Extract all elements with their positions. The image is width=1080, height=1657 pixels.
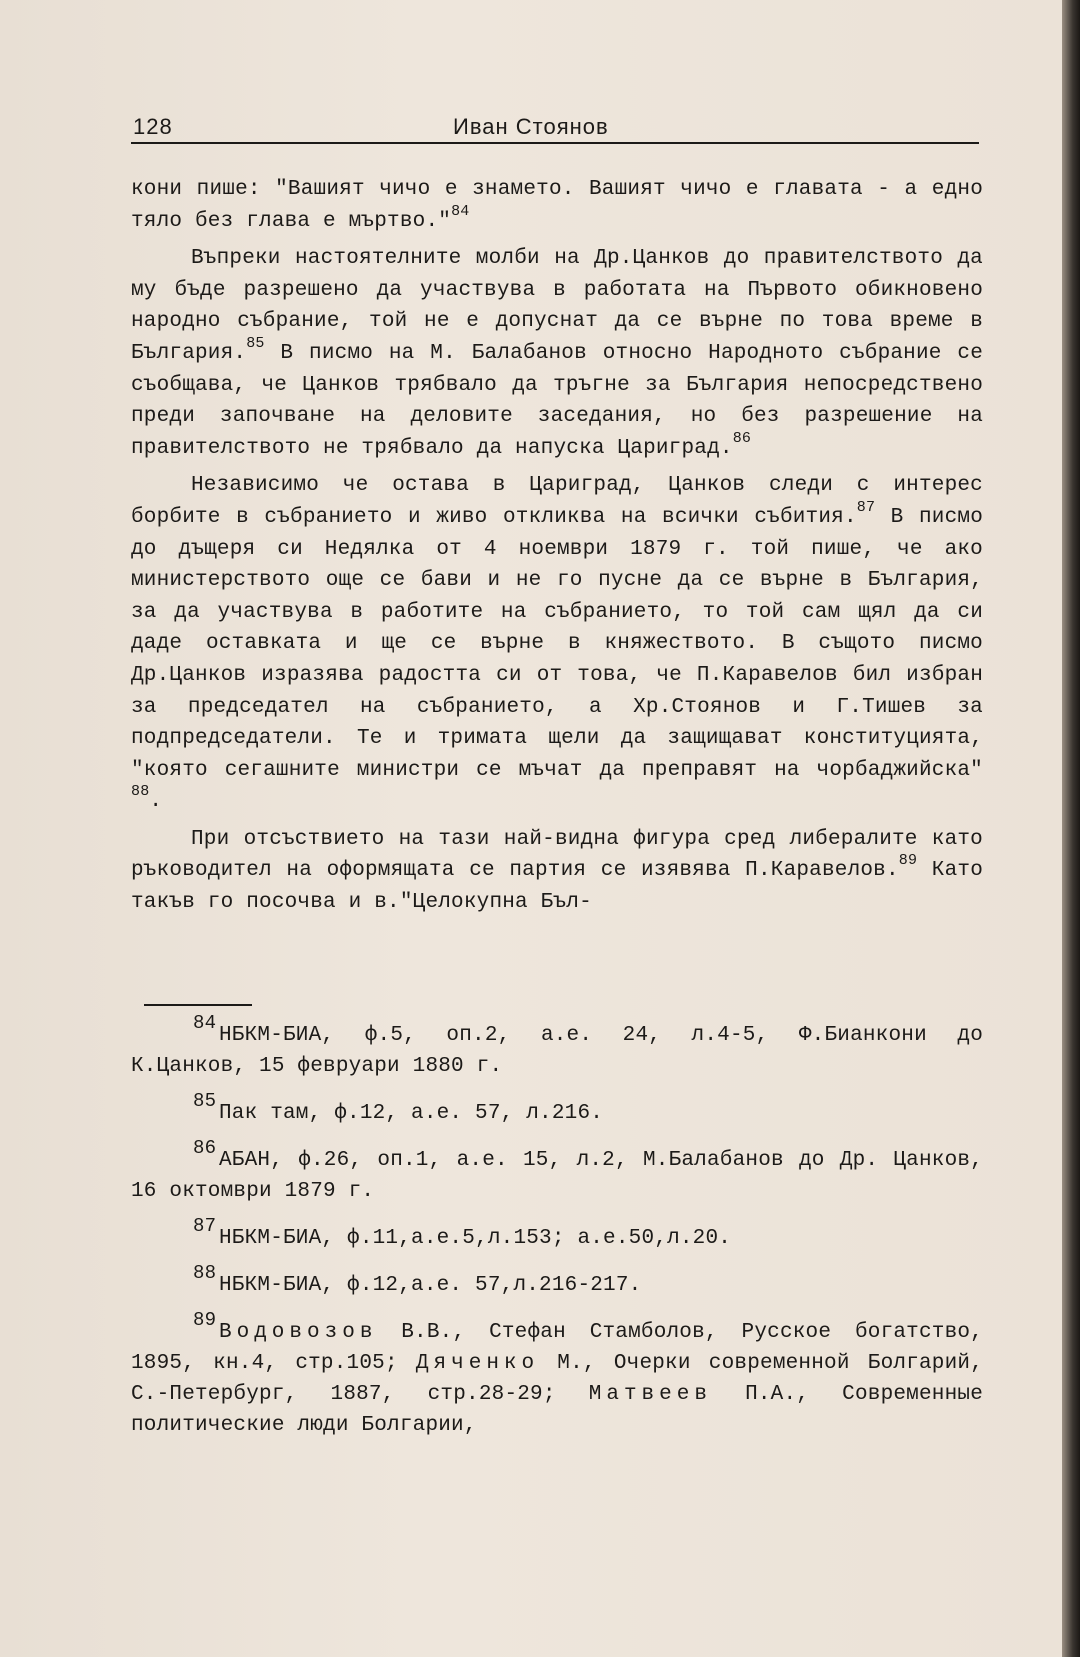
footnote-text: НБКМ-БИА, ф.5, оп.2, а.е. 24, л.4-5, Ф.Бианкони до К.Цанков, 15 февруари 1880 г.: [131, 1024, 983, 1078]
page-number: 128: [133, 114, 173, 139]
footnote-ref-88: 88: [131, 783, 150, 801]
paragraph-3: [131, 470, 983, 818]
footnotes: [131, 1012, 984, 1457]
footnote-text: АБАН, ф.26, оп.1, а.е. 15, л.2, М.Балабанов до Др. Цанков, 16 октомври 1879 г.: [131, 1149, 983, 1203]
paragraph-3-text-a: Независимо че остава в Цариград, Цанков следи с интерес борбите в събранието и живо откликва на всички събития.: [131, 474, 983, 529]
footnote-text: НБКМ-БИА, ф.11,а.е.5,л.153; а.е.50,л.20.: [219, 1227, 732, 1250]
footnote-text: НБКМ-БИА, ф.12,а.е. 57,л.216-217.: [219, 1274, 642, 1297]
paragraph-1-text: кони пише: "Вашият чичо е знамето. Вашият чичо е главата - а едно тяло без глава е мъртво.": [131, 178, 983, 233]
paragraph-3-text-b: В писмо до дъщеря си Недялка от 4 ноември 1879 г. той пише, че ако министерството още се бави и не го пусне да се върне в България, за да участвува в работите на събранието, то той сам щял да си даде оставката и ще се върне в княжеството. В същото писмо Др.Цанков изразява радостта си от това, че П.Каравелов бил избран за председател на събранието, а Хр.Стоянов и Г.Тишев за подпредседатели. Те и тримата щели да защищават конституцията, "която сегашните министри се мъчат да преправят на чорбаджийска": [131, 505, 983, 782]
running-title: Иван Стоянов: [453, 114, 609, 139]
footnote-88: [131, 1262, 983, 1301]
footnote-number: 84: [193, 1012, 217, 1034]
paragraph-2-text-a: Въпреки настоятелните молби на Др.Цанков до правителството да му бъде разрешено да участвува в работата на Първото обикновено народно събрание, той не е допуснат да се върне по това време в България.: [131, 247, 983, 365]
footnote-number: 89: [193, 1309, 217, 1331]
paragraph-2-text-b: В писмо на М. Балабанов относно Народното събрание се съобщава, че Цанков трябвало да тръгне за България непосредствено преди започване на деловите заседания, но без разрешение на правителството не трябвало да напуска Цариград.: [131, 341, 983, 460]
footnote-text: Пак там, ф.12, а.е. 57, л.216.: [219, 1102, 604, 1125]
footnote-author-2: Дяченко: [415, 1352, 540, 1375]
footnote-divider: [144, 1004, 252, 1006]
paragraph-4-text-b: Като такъв го посочва и в."Целокупна Бъл-: [131, 859, 983, 915]
main-text: [131, 174, 983, 919]
footnote-85: [131, 1090, 983, 1129]
paragraph-2: [131, 243, 983, 464]
footnote-ref-84: 84: [451, 202, 470, 220]
footnote-ref-89: 89: [898, 852, 918, 870]
footnote-86: [131, 1137, 983, 1207]
footnote-text-3: П.А., Современные политические люди Болгарии,: [131, 1383, 983, 1437]
footnote-number: 86: [193, 1137, 217, 1159]
footnote-ref-87: 87: [856, 498, 876, 516]
paragraph-3-end: .: [149, 790, 163, 814]
footnote-number: 85: [193, 1090, 217, 1112]
footnote-text-2: М., Очерки современной Болгарий, С.-Петербург, 1887, стр.28-29;: [131, 1352, 984, 1406]
footnote-number: 88: [193, 1262, 217, 1284]
running-header: [131, 112, 979, 144]
footnote-87: [131, 1215, 983, 1254]
footnote-author-3: Матвеев: [588, 1383, 712, 1406]
footnote-84: [131, 1012, 983, 1082]
footnote-author-1: Водовозов: [219, 1321, 378, 1344]
footnote-ref-85: 85: [246, 334, 265, 352]
paragraph-1: [131, 174, 983, 237]
page-edge-shadow: [1062, 0, 1080, 1657]
footnote-89: [131, 1309, 984, 1441]
paragraph-4-text-a: При отсъствието на тази най-видна фигура сред либералите като ръководител на оформящата се партия се изявява П.Каравелов.: [131, 827, 983, 883]
paragraph-4: [131, 824, 983, 919]
footnote-ref-86: 86: [732, 429, 752, 447]
footnote-number: 87: [193, 1215, 217, 1237]
footnote-text-1: В.В., Стефан Стамболов, Русское богатство, 1895, кн.4, стр.105;: [131, 1321, 983, 1375]
